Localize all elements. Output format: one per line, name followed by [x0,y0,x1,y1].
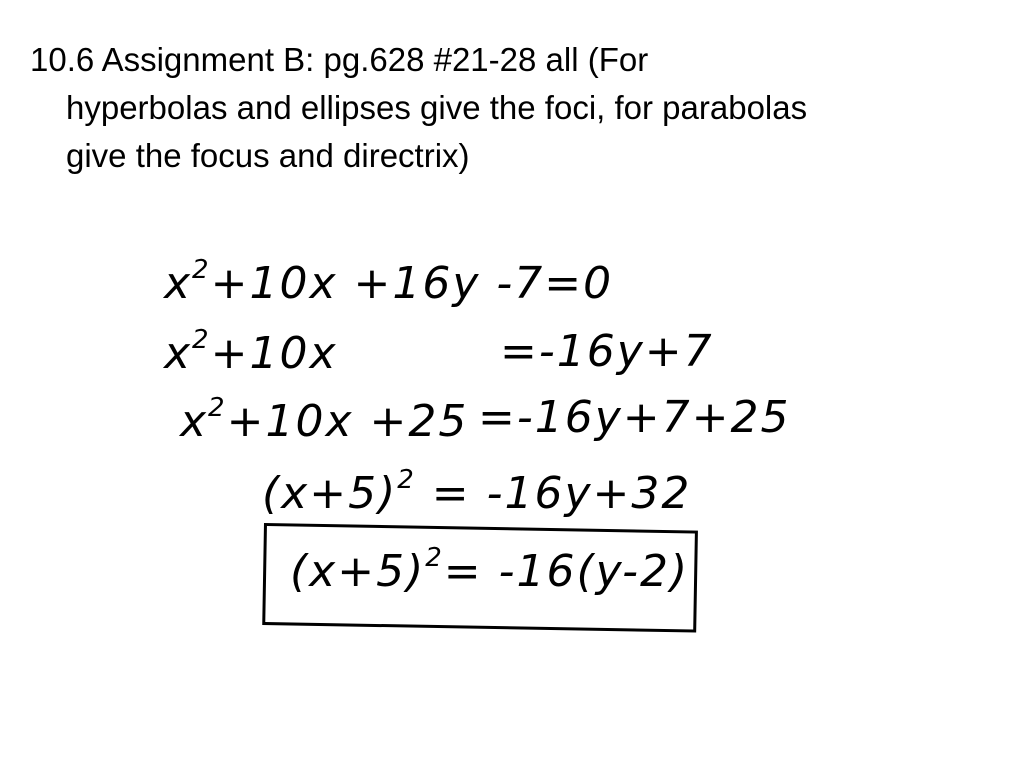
work-step-3-rhs: =-16y+7+25 [478,392,791,443]
step-4-lhs: (x+5) [262,468,398,519]
work-step-4 [262,465,692,519]
answer-rhs: = -16(y-2) [443,546,690,597]
assignment-line-2: hyperbolas and ellipses give the foci, for parabolas [66,89,808,126]
assignment-line-1: 10.6 Assignment B: pg.628 #21-28 all (For [30,41,649,78]
step-4-exponent: 2 [397,465,416,496]
work-step-3-lhs [180,393,469,447]
assignment-heading [30,36,990,180]
work-step-1 [164,255,614,309]
step-1-exponent: 2 [192,255,211,286]
answer-lhs: (x+5) [290,546,426,597]
step-1-base: x [164,258,193,309]
step-3-base: x [180,396,209,447]
step-3-exponent: 2 [208,393,227,424]
answer-exponent: 2 [425,543,444,574]
work-step-2-rhs: =-16y+7 [500,326,714,377]
assignment-line-3: give the focus and directrix) [66,137,470,174]
work-answer [290,543,690,597]
step-3-rest: +10x +25 [226,396,469,447]
step-2-base: x [164,328,193,379]
step-1-rest: +10x +16y -7=0 [210,258,614,309]
step-4-rhs: = -16y+32 [415,468,692,519]
step-2-exponent: 2 [192,325,211,356]
step-2-rest: +10x [210,328,338,379]
work-step-2-lhs [164,325,338,379]
